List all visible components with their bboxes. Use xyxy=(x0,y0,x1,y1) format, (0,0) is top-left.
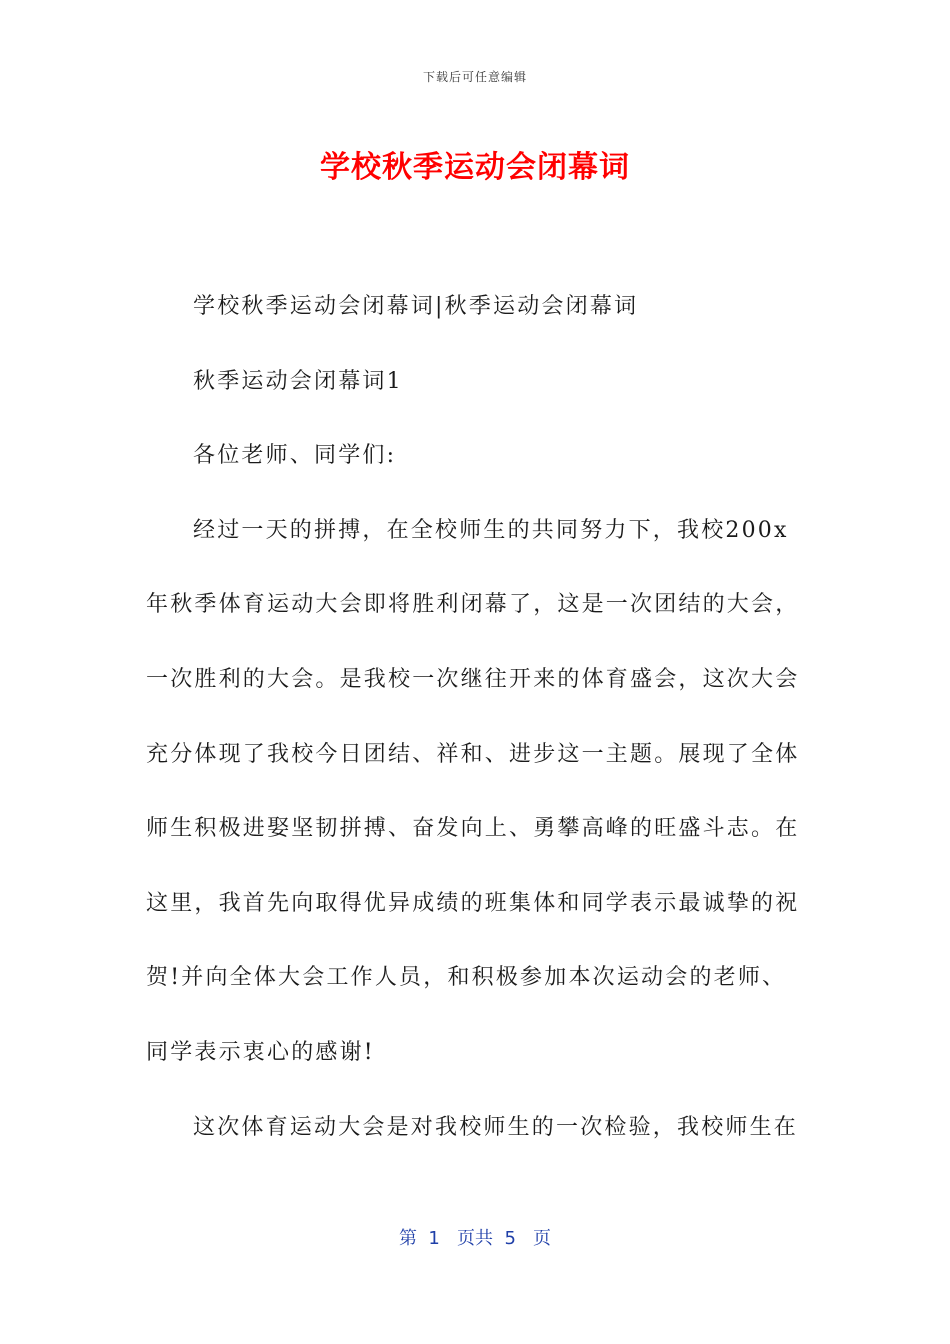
paragraph-body: 这次体育运动大会是对我校师生的一次检验，我校师生在 xyxy=(193,1114,799,1140)
page-number: 第 1 页共 5 页 xyxy=(398,1228,552,1249)
paragraph-salutation: 各位老师、同学们: xyxy=(193,443,397,469)
paragraph-body: 经过一天的拼搏，在全校师生的共同努力下，我校200x年秋季体育运动大会即将胜利闭幕了，这是一次团结的大会，一次胜利的大会。是我校一次继往开来的体育盛会，这次大会充分体现了我校今日团结、祥和、进步这一主题。展现了全体师生积极进娶坚韧拼搏、奋发向上、勇攀高峰的旺盛斗志。在这里，我首先向取得优异成绩的班集体和同学表示最诚挚的祝贺!并向全体大会工作人员，和积极参加本次运动会的老师、同学表示衷心的感谢! xyxy=(146,517,800,1065)
header-note: 下载后可任意编辑 xyxy=(422,70,527,84)
paragraph-heading: 学校秋季运动会闭幕词|秋季运动会闭幕词 xyxy=(193,294,639,319)
document-title: 学校秋季运动会闭幕词 xyxy=(320,150,630,185)
document-body xyxy=(146,270,806,1165)
paragraph-subtitle: 秋季运动会闭幕词1 xyxy=(193,368,403,394)
